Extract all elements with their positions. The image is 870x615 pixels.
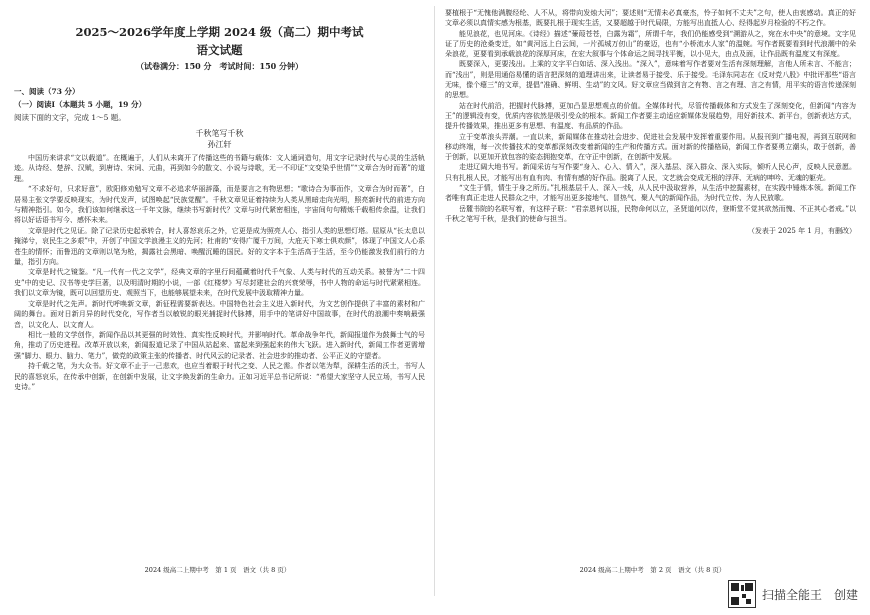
paragraph: 持千载之笔，为大众书。好文章不止于一己悲欢，也应当着眼于时代之变、人民之需。作者以笔为犁，深耕生活的沃土，书写人民的喜怒哀乐，在传承中创新，在创新中发展，让文字焕发新的生命力。正如习近平总书记所说：“希望大家坚守人民立场，书写人民史诗。” [14,362,425,391]
section-heading: 一、阅读（73 分） [14,87,80,96]
watermark-text: 扫描全能王 创建 [761,587,858,602]
paragraph: 能见浪花，也见河床。《诗经》描述“蒹葭苍苍，白露为霜”，所谓千年，我们仍能感受到“溯游从之，宛在水中央”的意境。文字见证了历史的沧桑变迁，如“黄河远上白云间，一片孤城万仞山”的豪迈，也有“小桥流水人家”的温婉。写作者既要看到时代浪潮中的朵朵浪花，更要看到承载浪花的深厚河床，在宏大叙事与个体命运之间寻找平衡，以小见大，由点及面，让作品既有温度又有深度。 [445,29,856,59]
paragraph: 既要深入，更要浅出。上乘的文字平白如话、深入浅出。“深入”，意味着写作者要对生活有深刻理解，言他人所未言、不能言；而“浅出”，则是用通俗易懂的语言把深刻的道理讲出来，让读者易于接受、乐于接受。毛泽东同志在《反对党八股》中批评那些“语言无味，像个瘪三”的文章，提倡“准确、鲜明、生动”的文风。好文章应当做到言之有物、言之有理、言之有情，用平实的语言传递深刻的思想。 [445,60,856,100]
paragraph: 文章是时代之镜鉴。“凡一代有一代之文学”，经典文章的字里行间蕴藏着时代千气象、人类与时代的互动关系。被誉为“二十四史”中的史记、汉书等史学巨著，以及明清时期的小说，一部《红楼梦》写尽封建社会的兴衰荣辱，书中人物的命运与时代紧紧相连。我们以文章为镜，既可以回望历史、观照当下，也能够展望未来，在时代发展中汲取精神力量。 [14,268,425,298]
exam-subject: 语文试题 [196,43,243,57]
paragraph: 立于变革浪头弄潮。一直以来，新闻媒体在推动社会进步、促进社会发展中发挥着重要作用。从报刊到广播电视，再到互联网和移动终端，每一次传播技术的变革都深刻改变着新闻的生产和传播方式。面对新的传播格局，新闻工作者要勇立潮头，敢于创新，善于创新，以更加开放包容的姿态拥抱变革，在守正中创新，在创新中发展。 [445,132,856,162]
paragraph: 中国历来讲求“文以载道”。在概遍于，人们从未离开了传播这些的书籍与载体：文人通词造句，用文字记录时代与心灵的生活轨迹。从诗经、楚辞、汉赋，到唐诗、宋词、元曲，再到如今的散文、小说与诗歌，无一不印证“文变染乎世情”“文章合为时而著”的道理。 [14,154,425,183]
watermark [728,580,858,608]
page-left [0,0,435,600]
paragraph: 站在时代前沿，把握时代脉搏，更加凸显思想观点的价值。全媒体时代，尽管传播载体和方式发生了深刻变化，但新闻“内容为王”的逻辑没有变，优质内容依然是吸引受众的根本。新闻工作者要主动适应新媒体发展趋势，用好新技术、新平台，创新表达方式，提升传播效果，推出更多有思想、有温度、有品质的作品。 [445,101,856,131]
page-right [435,0,870,600]
paragraph: 相比一般的文学创作，新闻作品以其更强的时效性、真实性反映时代，并影响时代。革命战争年代，新闻报道作为鼓舞士气的号角，推动了历史进程。改革开放以来，新闻报道记录了中国从站起来、富起来到强起来的伟大飞跃。进入新时代，新闻工作者更需增强“脚力、眼力、脑力、笔力”，做党的政策主张的传播者、时代风云的记录者、社会进步的推动者、公平正义的守望者。 [14,330,425,360]
sub-section-heading: （一）阅读Ⅰ（本题共 5 小题，19 分） [14,100,146,109]
exam-title: 2025～2026学年度上学期 2024 级（高二）期中考试 [75,25,364,39]
qr-code-icon [728,580,756,608]
article-source: （发表于 2025 年 1 月，有删改） [747,227,856,236]
article-title: 千秋笔写千秋 [195,129,244,138]
paragraph: 文章是时代之见证。除了记录历史起承转合，时人喜怒哀乐之外，它更是成为照亮人心、指引人类的思想灯塔。屈原从“长太息以掩涕兮，哀民生之多艰”中，开创了中国文学浪漫主义的先河；杜甫的“安得广厦千万间，大庇天下寒士俱欢颜”，体现了中国文人心系苍生的情怀；而鲁迅的文章则以笔为枪，揭露社会黑暗、唤醒沉睡的国民。好的文字本于生活高于生活，至今仍能激发我们前行的力量，指引方向。 [14,226,425,267]
page-footer-right: 2024 级高二上期中考 第 2 页 语文（共 8 页） [579,566,726,574]
article-author: 孙江轩 [207,140,232,149]
page-footer-left: 2024 级高二上期中考 第 1 页 语文（共 8 页） [144,566,291,574]
exam-meta: （试卷满分：150 分 考试时间：150 分钟） [136,61,303,71]
paragraph: “不求好句，只求好意”，欧阳修劝勉写文章不必追求华丽辞藻，而是要言之有物思想；“歌诗合为事而作，文章合为时而著”，白居易主张文学要反映现实，为时代发声，试图唤起“民族觉醒”。千秋文章见证着持续为人类从黑暗走向光明，照亮新时代的前进方向与精神指引。如今，我们该如何继承这一千年文脉，继续书写新时代？文章与时代紧密相连，宇宙间句句精炼千载相传余温，让我们将以好话语书写今、感怀未来。 [14,185,425,225]
instruction: 阅读下面的文字，完成 1～5 题。 [14,113,126,122]
paragraph: “文生于情，情生于身之所历。”扎根基层千人、深入一线，从人民中汲取营养，从生活中挖掘素材，在实践中锤炼本领。新闻工作者唯有真正走进人民群众之中，才能写出更多接地气、冒热气、聚人气的新闻作品，为时代立传、为人民放歌。 [445,184,856,203]
paragraph: 岳麓书院的名联写着，有这样子联：“君亲恩何以报，民物命何以立，圣贤道何以传，登斯堂不觉其欲然而愧、不正其心者戒。”以千秋之笔写千秋，是我们的使命与担当。 [445,204,856,223]
paragraph: 走进辽阔大地书写。新闻采访与写作要“身入、心入、情入”，深入基层、深入群众、深入实际，倾听人民心声，反映人民意愿。只有扎根人民，才能写出有血有肉、有情有感的好作品。脱离了人民，文艺就会变成无根的浮萍、无病的呻吟、无魂的躯壳。 [445,163,856,182]
paragraph: 文章是时代之先声。新时代呼唤新文章，新征程需要新表达。中国特色社会主义进入新时代，为文艺创作提供了丰富的素材和广阔的舞台。面对日新月异的时代变化，写作者当以敏锐的眼光捕捉时代脉搏，用手中的笔讲好中国故事，在时代的浪潮中奏响最强音，以文化人、以文育人。 [14,299,425,329]
paragraph: 要植根于“无愧他满腹经纶、人不从，将带向发烛大河”；要述则“无情未必真豪杰，怜子如何不丈夫”之句，使人由衷感动。真正的好文章必须以真情实感为根基，既要扎根于现实生活，又要超越于时代局限，方能写出直抵人心、经得起岁月检验的不朽之作。 [445,9,856,28]
